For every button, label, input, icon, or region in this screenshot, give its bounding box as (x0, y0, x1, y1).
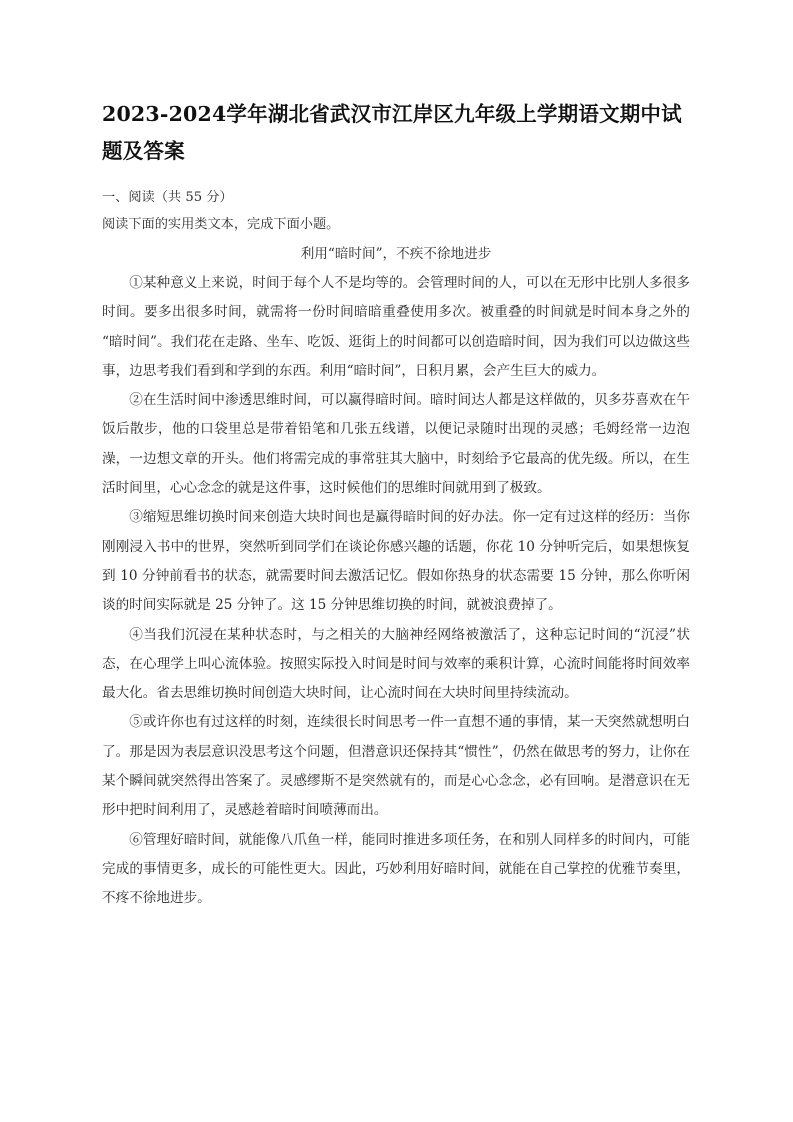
section-heading: 一、阅读（共 55 分） (102, 190, 233, 205)
body-paragraph: ①某种意义上来说，时间于每个人不是均等的。会管理时间的人，可以在无形中比别人多很多时间。要多出很多时间，就需将一份时间暗暗重叠使用多次。被重叠的时间就是时间本身之外的“暗时间”。我们花在走路、坐车、吃饭、逛街上的时间都可以创造暗时间，因为我们可以边做这些事，边思考我们看到和学到的东西。利用“暗时间”，日积月累，会产生巨大的威力。 (102, 275, 690, 379)
body-paragraph: ④当我们沉浸在某种状态时，与之相关的大脑神经网络被激活了，这种忘记时间的“沉浸”状态，在心理学上叫心流体验。按照实际投入时间是时间与效率的乘积计算，心流时间能将时间效率最大化。省去思维切换时间创造大块时间，让心流时间在大块时间里持续流动。 (102, 626, 690, 702)
body-paragraph: ③缩短思维切换时间来创造大块时间也是赢得暗时间的好办法。你一定有过这样的经历：当你刚刚浸入书中的世界，突然听到同学们在谈论你感兴趣的话题，你花 10 分钟听完后，如果想恢复到 10 分钟前看书的状态，就需要时间去激活记忆。假如你热身的状态需要 15 分钟，那么你听闲谈的时间实际就是 25 分钟了。这 15 分钟思维切换的时间，就被浪费掉了。 (102, 509, 690, 614)
article-body (102, 269, 690, 914)
body-paragraph: ⑤或许你也有过这样的时刻，连续很长时间思考一件一直想不通的事情，某一天突然就想明白了。那是因为表层意识没思考这个问题，但潜意识还保持其“惯性”，仍然在做思考的努力，让你在某个瞬间就突然得出答案了。灵感缪斯不是突然就有的，而是心心念念，必有回响。是潜意识在无形中把时间利用了，灵感趁着暗时间喷薄而出。 (102, 714, 690, 819)
page-title: 2023-2024学年湖北省武汉市江岸区九年级上学期语文期中试题及答案 (102, 102, 682, 163)
reading-instruction: 阅读下面的实用类文本，完成下面小题。 (102, 217, 340, 232)
article-title: 利用“暗时间”，不疾不徐地进步 (300, 246, 492, 262)
body-paragraph: ⑥管理好暗时间，就能像八爪鱼一样，能同时推进多项任务，在和别人同样多的时间内，可能完成的事情更多，成长的可能性更大。因此，巧妙利用好暗时间，就能在自己掌控的优雅节奏里，不疼不徐地进步。 (102, 831, 690, 907)
body-paragraph: ②在生活时间中渗透思维时间，可以赢得暗时间。暗时间达人都是这样做的，贝多芬喜欢在午饭后散步，他的口袋里总是带着铅笔和几张五线谱，以便记录随时出现的灵感；毛姆经常一边泡澡，一边想文章的开头。他们将需完成的事常驻其大脑中，时刻给予它最高的优先级。所以，在生活时间里，心心念念的就是这件事，这时候他们的思维时间就用到了极致。 (102, 392, 690, 497)
